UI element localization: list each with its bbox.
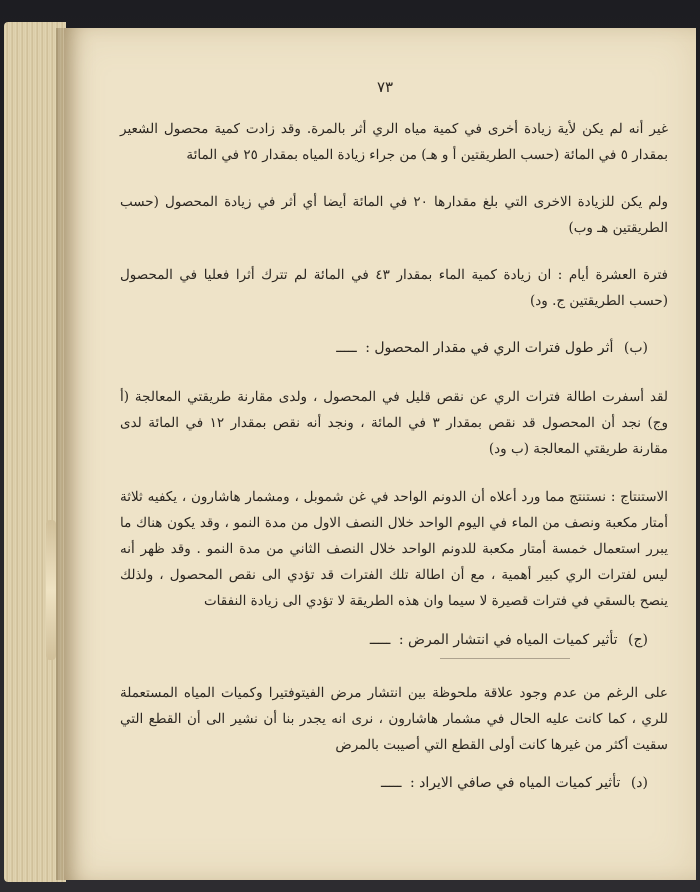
heading-b-text: أثر طول فترات الري في مقدار المحصول : — [365, 340, 614, 356]
paragraph-ten-day-period: فترة العشرة أيام : ان زيادة كمية الماء بمقدار ٤٣ في المائة لم تترك أثرا فعليا في المحصول (حسب الطريقتين ج. ود) — [120, 267, 668, 309]
pencil-underline — [440, 658, 570, 659]
heading-c-marker: (ج) — [628, 632, 648, 648]
heading-c-text: تأثير كميات المياه في انتشار المرض : — [398, 632, 618, 648]
paragraph-interval-results: لقد أسفرت اطالة فترات الري عن نقص قليل في المحصول ، ولدى مقارنة طريقتي المعالجة (أ وج) نجد أن المحصول قد نقص بمقدار ٣ في المائة ، ونجد أنه نقص بمقدار ١٢ في المائة لدى مقارنة طريقتي المعالجة (ب ود) — [120, 389, 668, 457]
heading-d-dash: ـــــ — [380, 775, 402, 791]
heading-d-net-revenue — [200, 771, 648, 795]
heading-c-disease-spread — [200, 628, 648, 652]
paragraph-further-increase: ولم يكن للزيادة الاخرى التي بلغ مقدارها ٢٠ في المائة أيضا أي أثر في زيادة المحصول (حسب الطريقتين هـ وب) — [120, 194, 668, 236]
paragraph-phytophthora: على الرغم من عدم وجود علاقة ملحوظة بين انتشار مرض الفيتوفتيرا وكميات المياه المستعملة للري ، كما كانت عليه الحال في مشمار هاشارون ، نرى انه يجدر بنا أن نشير الى أن القطع التي سقيت أكثر من غيرها كانت أولى القطع التي أصيبت بالمرض — [120, 685, 668, 753]
paragraph-barley-yield: غير أنه لم يكن لأية زيادة أخرى في كمية مياه الري أثر بالمرة. وقد زادت كمية محصول الشعير بمقدار ٥ في المائة (حسب الطريقتين أ و هـ) من جراء زيادة المياه بمقدار ٢٥ في المائة — [120, 121, 668, 163]
paragraph-conclusion: الاستنتاج : نستنتج مما ورد أعلاه أن الدونم الواحد في غن شموبل ، ومشمار هاشارون ، يكفيه ثلاثة أمتار مكعبة ونصف من الماء في اليوم الواحد خلال النصف الاول من مدة النمو ، وقد يكون هناك ما يبرر استعمال خمسة أمتار مكعبة للدونم الواحد خلال النصف الثاني من مدة النمو . وقد ظهر أنه ليس لفترات الري كبير أهمية ، مع أن اطالة تلك الفترات قد تؤدي الى نقص المحصول ، ولذلك ينصح بالسقي في فترات قصيرة لا سيما وان هذه الطريقة لا تؤدي الى زيادة النفقات — [120, 489, 668, 609]
heading-d-text: تأثير كميات المياه في صافي الايراد : — [409, 775, 621, 791]
heading-b-dash: ـــــ — [336, 340, 357, 356]
page-number: ٧٣ — [376, 78, 394, 96]
page-bookmark-strip — [46, 520, 56, 660]
heading-d-marker: (د) — [630, 775, 648, 791]
heading-b-marker: (ب) — [623, 340, 648, 356]
heading-b-irrigation-intervals — [200, 336, 648, 360]
heading-c-dash: ـــــ — [369, 632, 391, 648]
